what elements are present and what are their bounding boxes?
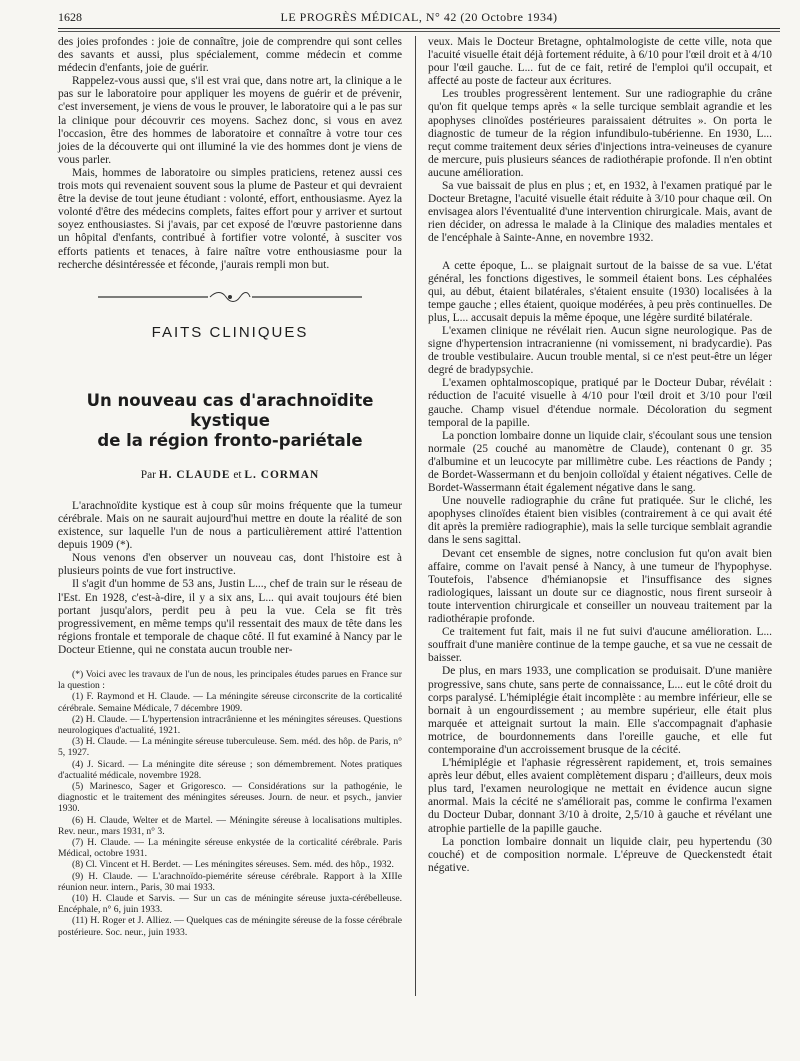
- intro-paragraph: Rappelez-vous aussi que, s'il est vrai que, dans notre art, la clinique a le pas sur le laboratoire pour appliquer les moyens de guérir et de prévenir, c'est inversement, je viens de vous le prouver, le laboratoire qui a le pas sur la clinique pour découvrir ces moyens. Sachez donc, si vous en avez l'occasion, être des hommes de laboratoire et connaître à votre tour ces joies de la découverte qui ont illuminé la vie des hommes dont je viens de vous parler.: [58, 75, 402, 166]
- article-paragraph: Nous venons d'en observer un nouveau cas, dont l'histoire est à plusieurs points de vue fort instructive.: [58, 552, 402, 578]
- section-ornament: [58, 286, 402, 312]
- article-paragraph: L'examen ophtalmoscopique, pratiqué par le Docteur Dubar, révélait : réduction de l'acuité visuelle à 4/10 pour l'œil droit et 3/10 pour l'œil gauche. Champ visuel d'étendue normale. Décoloration du segment temporal de la papille.: [428, 377, 772, 429]
- article-paragraph: Une nouvelle radiographie du crâne fut pratiquée. Sur le cliché, les apophyses clinoïdes étaient bien visibles (contrairement à ce qui avait été dit après la première radiographie), mais la selle turcique semblait agrandie dans le sens sagittal.: [428, 495, 772, 547]
- article-title-line: Un nouveau cas d'arachnoïdite kystique: [86, 390, 374, 430]
- page-header: [58, 8, 780, 30]
- footnote: (9) H. Claude. — L'arachnoïdo-piemérite séreuse cérébrale. Rapport à la XIIIe réunion neur. intern., Paris, 30 mai 1933.: [58, 870, 402, 893]
- intro-paragraph: des joies profondes : joie de connaître, joie de comprendre qui sont celles des savants et aussi, plus spécialement, comme médecin et comme médecin d'enfants, joie de guérir.: [58, 36, 402, 75]
- ornament-rule-icon: [98, 290, 362, 304]
- footnote: (6) H. Claude, Welter et de Martel. — Méningite séreuse à localisations multiples. Rev. neur., mars 1931, n° 3.: [58, 814, 402, 837]
- footnote: (*) Voici avec les travaux de l'un de nous, les principales études parues en France sur la question :: [58, 669, 402, 692]
- article-paragraph: La ponction lombaire donnait un liquide clair, peu hypertendu (30 couché) et de composition normale. L'épreuve de Queckenstedt était négative.: [428, 835, 772, 874]
- footnote: (1) F. Raymond et H. Claude. — La méningite séreuse circonscrite de la corticalité cérébrale. Semaine Médicale, 7 décembre 1909.: [58, 691, 402, 714]
- article-paragraph: Ce traitement fut fait, mais il ne fut suivi d'aucune amélioration. L... souffrait d'une manière continue de la tempe gauche, et sa vue ne cessait de baisser.: [428, 626, 772, 665]
- page-number: 1628: [58, 10, 82, 24]
- article-paragraph: Les troubles progressèrent lentement. Sur une radiographie du crâne qu'on fit quelque temps après « la selle turcique semblait agrandie et les apophyses clinoïdes postérieures paraissaient détruites ». On porta le diagnostic de tumeur de la région infundibulo-tubérienne. En 1930, L... reçut comme traitement deux séries d'injections intra-veineuses de cyanure de mercure, puis plusieurs séances de radiothérapie profonde. Il n'en obtint aucune amélioration.: [428, 88, 772, 179]
- header-rule: [58, 28, 780, 29]
- section-title: FAITS CLINIQUES: [151, 323, 309, 341]
- article-paragraph: veux. Mais le Docteur Bretagne, ophtalmologiste de cette ville, nota que l'acuité visuelle était déjà fortement réduite, à 6/10 pour l'œil droit et à 4/10 pour l'œil gauche. L... fut de ce fait, retiré de l'emploi qu'il occupait, et affecté au poste de facteur aux écritures.: [428, 36, 772, 88]
- author-name: L. CORMAN: [244, 468, 320, 481]
- running-title: LE PROGRÈS MÉDICAL, N° 42 (20 Octobre 1934): [280, 10, 558, 24]
- article-title-line: de la région fronto-pariétale: [97, 430, 363, 450]
- article-paragraph: L'examen clinique ne révélait rien. Aucun signe neurologique. Pas de signe d'hypertension intracranienne (ni vomissement, ni bradycardie). Pas de trouble vestibulaire. Aucun trouble mental, si ce n'est peut-être un léger degré de bradypsychie.: [428, 324, 772, 377]
- header-rule-thin: [58, 31, 780, 32]
- article-paragraph: L'hémiplégie et l'aphasie régressèrent rapidement, et, trois semaines après leur début, elles avaient complètement disparu ; d'ailleurs, deux mois plus tard, l'examen neurologique ne mettait en évidence aucun signe anormal. Mais la cécité ne s'améliorait pas, comme le confirma l'examen du Docteur Dubar, donnant 3/10 à droite, 2,5/10 à gauche et révélant une atrophie partielle de la papille gauche.: [428, 757, 772, 835]
- article-title: [58, 391, 402, 451]
- right-column: [428, 36, 772, 875]
- footnote: (2) H. Claude. — L'hypertension intracrânienne et les méningites séreuses. Questions neurologiques d'actualité, 1921.: [58, 713, 402, 737]
- footnote: (10) H. Claude et Sarvis. — Sur un cas de méningite séreuse juxta-cérébelleuse. Encéphale, n° 6, juin 1933.: [58, 893, 402, 916]
- authors-and: et: [233, 468, 242, 481]
- column-divider: [415, 36, 416, 996]
- left-column: [58, 36, 402, 938]
- article-paragraph: Sa vue baissait de plus en plus ; et, en 1932, à l'examen pratiqué par le Docteur Bretagne, l'acuité visuelle était réduite à 3/10 pour chaque œil. On envisagea alors l'éventualité d'une intervention chirurgicale. Mais, avant de rien décider, on adressa le malade à la Clinique des maladies mentales et de l'encéphale à Sainte-Anne, en novembre 1932.: [428, 180, 772, 245]
- article-paragraph: Il s'agit d'un homme de 53 ans, Justin L..., chef de train sur le réseau de l'Est. En 1928, c'est-à-dire, il y a six ans, L... qui avait toujours été bien portant jusqu'alors, perdit peu à peu la vue. Cela se fit très progressivement, en même temps qu'il ressentait des maux de tête dans les régions frontale et temporale de chaque côté. Il fut examiné à Nancy par le Docteur Etienne, qui ne constata aucun trouble ner-: [58, 578, 402, 656]
- footnote: (3) H. Claude. — La méningite séreuse tuberculeuse. Sem. méd. des hôp. de Paris, n° 5, 1927.: [58, 736, 402, 759]
- article-paragraph: A cette époque, L.. se plaignait surtout de la baisse de sa vue. L'état général, les fonctions digestives, le sommeil étaient bons. Les céphalées qui, au début, étaient bilatérales, s'étaient ensuite (1930) localisées à la tempe gauche ; elles étaient, quoique modérées, à peu près continuelles. De plus, L... accusait depuis la même époque, une légère surdité bilatérale.: [428, 259, 772, 324]
- article-authors: [58, 469, 402, 482]
- article-paragraph: Devant cet ensemble de signes, notre conclusion fut qu'on avait bien affaire, comme on l'avait pensé à Nancy, à une tumeur de l'hypophyse. Toutefois, l'absence d'hémianopsie et l'insuffisance des signes radiologiques, laissant un doute sur ce diagnostic, nous firent surseoir à toute intervention chirurgicale et conseiller un nouveau traitement par la radiothérapie profonde.: [428, 547, 772, 626]
- footnotes: [58, 669, 402, 938]
- authors-prefix: Par: [140, 468, 156, 481]
- article-paragraph: La ponction lombaire donne un liquide clair, s'écoulant sous une tension normale (25 couché au manomètre de Claude), contenant 0 gr. 35 d'albumine et un leucocyte par millimètre cube. Les réactions de Pandy ; de Bordet-Wassermann et du benjoin colloïdal y étaient négatives. Celle de Bordet-Wassermann était également négative dans le sang.: [428, 429, 772, 495]
- intro-paragraph: Mais, hommes de laboratoire ou simples praticiens, retenez aussi ces trois mots qui revenaient souvent sous la plume de Pasteur et qui devraient être la devise de tout jeune étudiant : volonté, effort, enthousiasme. Ayez la volonté d'être des médecins complets, faites effort pour y arriver et surtout soyez enthousiastes. Si j'avais, par cet exposé de l'œuvre pastorienne dans un hôpital d'enfants, contribué à fortifier votre volonté, à susciter vos efforts patients et tenaces, à faire naître votre enthousiasme pour la recherche désintéressée et féconde, j'aurais rempli mon but.: [58, 166, 402, 271]
- article-paragraph: L'arachnoïdite kystique est à coup sûr moins fréquente que la tumeur cérébrale. Mais on ne saurait aujourd'hui mettre en doute la réalité de son existence, sur laquelle l'un de nous a particulièrement attiré l'attention depuis 1909 (*).: [58, 499, 402, 552]
- footnote: (5) Marinesco, Sager et Grigoresco. — Considérations sur la pathogénie, le diagnostic et le traitement des méningites séreuses. Journ. de neur. et psych., janvier 1930.: [58, 781, 402, 815]
- footnote: (11) H. Roger et J. Alliez. — Quelques cas de méningite séreuse de la fosse cérébrale postérieure. Soc. neur., juin 1933.: [58, 915, 402, 938]
- footnote: (4) J. Sicard. — La méningite dite séreuse ; son démembrement. Notes pratiques d'actualité médicale, novembre 1928.: [58, 758, 402, 781]
- author-name: H. CLAUDE: [158, 468, 231, 481]
- footnote: (7) H. Claude. — La méningite séreuse enkystée de la corticalité cérébrale. Paris Médical, octobre 1931.: [58, 837, 402, 860]
- article-paragraph: De plus, en mars 1933, une complication se produisait. D'une manière progressive, sans chute, sans perte de connaissance, L... eut le côté droit du corps paralysé. L'hémiplégie était incomplète : au membre inférieur, elle se bornait à un engourdissement ; au membre supérieur, elle était plus marquée et atteignait surtout la main. Elle s'accompagnait d'aphasie motrice, de bourdonnements dans l'oreille gauche, et elle fut contemporaine d'un accroissement brusque de la cécité.: [428, 665, 772, 756]
- footnote: (8) Cl. Vincent et H. Berdet. — Les méningites séreuses. Sem. méd. des hôp., 1932.: [72, 859, 394, 871]
- page: [58, 0, 780, 1061]
